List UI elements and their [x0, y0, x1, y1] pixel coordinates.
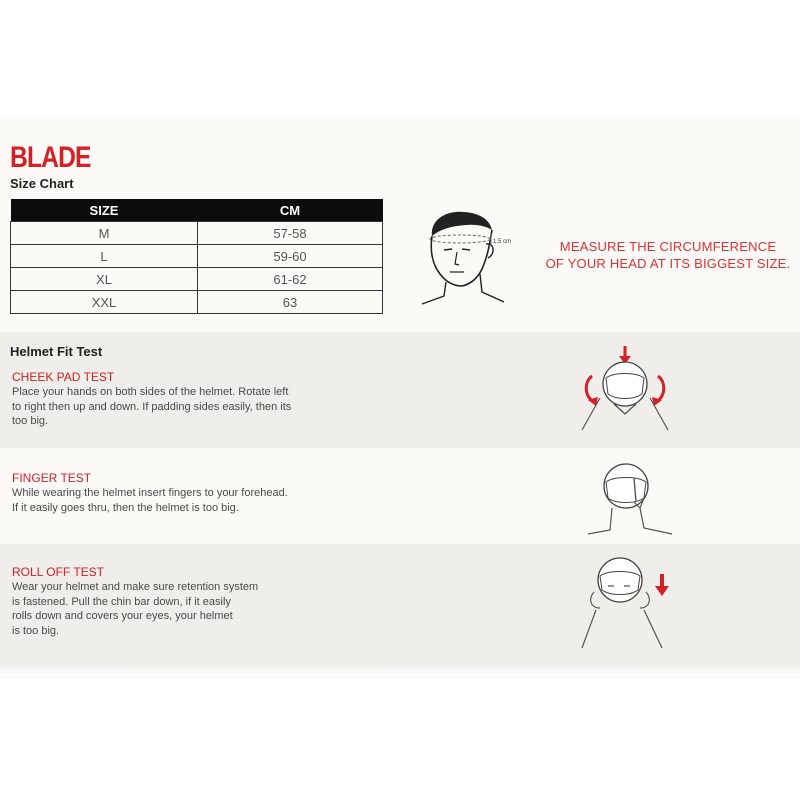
size-table-header	[11, 199, 383, 222]
size-cell: M	[11, 222, 198, 245]
size-table	[10, 199, 383, 314]
measure-instruction	[538, 238, 798, 272]
cheek-pad-test-description	[12, 385, 291, 429]
cheek-pad-test-title: CHEEK PAD TEST	[12, 370, 115, 384]
cm-cell: 57-58	[198, 222, 383, 245]
cm-cell: 63	[198, 291, 383, 314]
description-line: While wearing the helmet insert fingers to your forehead.	[12, 487, 288, 499]
description-line: is fastened. Pull the chin bar down, if it easily	[12, 595, 231, 608]
roll-off-test-description	[12, 580, 258, 638]
cheek-pad-helmet-icon	[570, 342, 680, 432]
size-cell: L	[11, 245, 198, 268]
table-row	[11, 245, 383, 268]
measure-instruction-line2: OF YOUR HEAD AT ITS BIGGEST SIZE.	[545, 256, 791, 271]
table-row	[11, 222, 383, 245]
finger-test-title: FINGER TEST	[12, 471, 92, 485]
size-column-header: SIZE	[11, 199, 198, 222]
finger-test-description	[12, 486, 288, 515]
description-line: to right then up and down. If padding sides easily, then its	[12, 400, 292, 413]
roll-off-test-title: ROLL OFF TEST	[12, 565, 105, 579]
head-measurement-icon	[414, 206, 524, 306]
table-row	[11, 291, 383, 314]
cm-column-header: CM	[198, 199, 383, 222]
measurement-label: 1.5 cm	[493, 239, 512, 245]
description-line: Wear your helmet and make sure retention system	[12, 581, 259, 593]
roll-off-helmet-icon	[578, 552, 678, 652]
description-line: Place your hands on both sides of the helmet. Rotate left	[12, 386, 289, 398]
measure-instruction-line1: MEASURE THE CIRCUMFERENCE	[559, 239, 777, 254]
table-row	[11, 268, 383, 291]
size-cell: XL	[11, 268, 198, 291]
cm-cell: 61-62	[198, 268, 383, 291]
description-line: too big.	[12, 415, 49, 427]
finger-test-helmet-icon	[582, 456, 682, 536]
description-line: is too big.	[12, 624, 60, 637]
fit-test-title: Helmet Fit Test	[10, 344, 103, 359]
cm-cell: 59-60	[198, 245, 383, 268]
size-chart-title: Size Chart	[10, 176, 74, 191]
size-cell: XXL	[11, 291, 198, 314]
bottom-shadow	[0, 660, 800, 676]
brand-logo: BLADE	[10, 141, 91, 174]
description-line: If it easily goes thru, then the helmet is too big.	[12, 501, 239, 514]
description-line: rolls down and covers your eyes, your helmet	[12, 610, 233, 622]
